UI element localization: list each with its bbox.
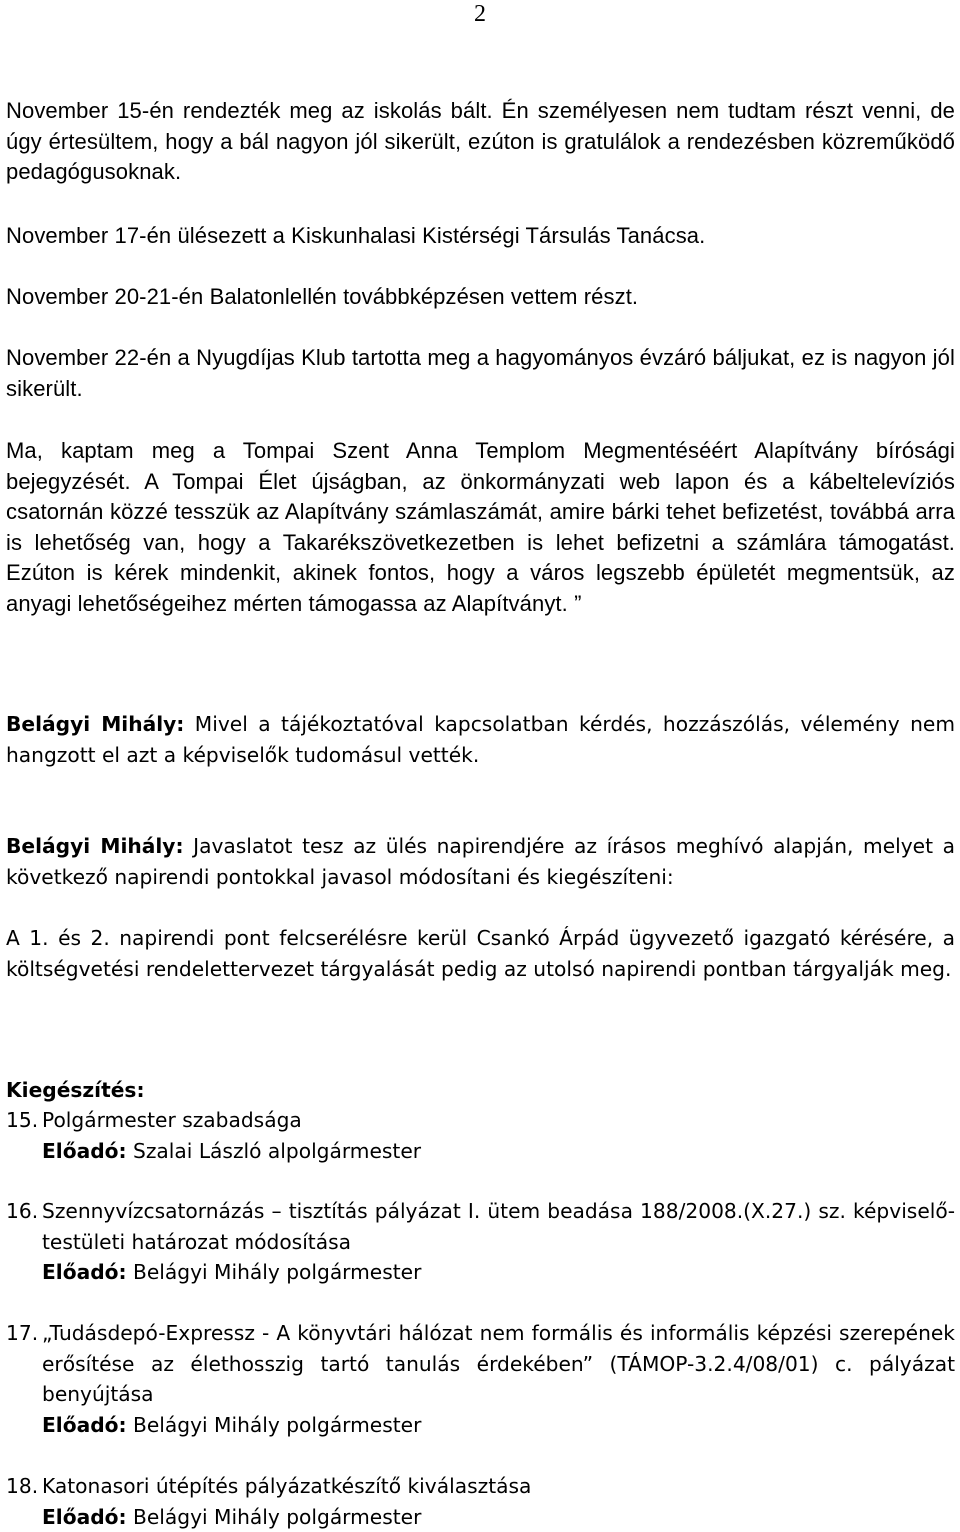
- agenda-item-title: „Tudásdepó-Expressz - A könyvtári hálózat nem formális és informális képzési szerepének erősítése az élethosszig tartó tanulás érdekében” (TÁMOP-3.2.4/08/01) c. pályázat benyújtása: [42, 1318, 955, 1410]
- agenda-item: [6, 1196, 955, 1288]
- supplement-heading: Kiegészítés:: [6, 1075, 955, 1106]
- agenda-item: [6, 1471, 955, 1532]
- speaker-statement-2: [6, 831, 955, 892]
- agenda-item: [6, 1318, 955, 1440]
- paragraph-balatonlelle: November 20-21-én Balatonlellén továbbképzésen vettem részt.: [6, 282, 955, 313]
- speaker-text: Javaslatot tesz az ülés napirendjére az írásos meghívó alapján, melyet a következő napirendi pontokkal javasol módosítani és kiegészíteni:: [6, 834, 955, 889]
- speaker-name: Belágyi Mihály:: [6, 712, 184, 736]
- speaker-name: Belágyi Mihály:: [6, 834, 184, 858]
- agenda-item-number: 18.: [6, 1471, 42, 1502]
- speaker-statement-1: [6, 709, 955, 770]
- agenda-item-title: Szennyvízcsatornázás – tisztítás pályázat I. ütem beadása 188/2008.(X.27.) sz. képviselő-testületi határozat módosítása: [42, 1196, 955, 1257]
- agenda-reorder-paragraph: A 1. és 2. napirendi pont felcserélésre kerül Csankó Árpád ügyvezető igazgató kérésére, a költségvetési rendelettervezet tárgyalását pedig az utolsó napirendi pontban tárgyalják meg.: [6, 923, 955, 984]
- paragraph-alapitvany: Ma, kaptam meg a Tompai Szent Anna Templom Megmentéséért Alapítvány bírósági bejegyzését. A Tompai Élet újságban, az önkormányzati web lapon és a kábeltelevíziós csatornán közzé tesszük az Alapítvány számlaszámát, amire bárki tehet befizetést, továbbá arra is lehetőség van, hogy a Takarékszövetkezetben is lehet befizetni a számlára támogatást. Ezúton is kérek mindenkit, akinek fontos, hogy a város legszebb épületét megmentsük, az anyagi lehetőségeihez mérten támogassa az Alapítványt. ”: [6, 436, 955, 619]
- paragraph-school-ball: November 15-én rendezték meg az iskolás bált. Én személyesen nem tudtam részt venni, de úgy értesültem, hogy a bál nagyon jól sikerült, ezúton is gratulálok a rendezésben közreműködő pedagógusoknak.: [6, 96, 955, 188]
- speaker-text: Mivel a tájékoztatóval kapcsolatban kérdés, hozzászólás, vélemény nem hangzott el azt a képviselők tudomásul vették.: [6, 712, 955, 767]
- paragraph-kistersegi-tarsulas: November 17-én ülésezett a Kiskunhalasi Kistérségi Társulás Tanácsa.: [6, 221, 955, 252]
- agenda-item-title: Polgármester szabadsága: [42, 1105, 955, 1136]
- paragraph-nyugdijas-klub: November 22-én a Nyugdíjas Klub tartotta meg a hagyományos évzáró báljukat, ez is nagyon jól sikerült.: [6, 343, 955, 404]
- agenda-item-presenter: Előadó: Belágyi Mihály polgármester: [42, 1410, 955, 1441]
- agenda-item-presenter: Előadó: Belágyi Mihály polgármester: [42, 1502, 955, 1532]
- agenda-item-presenter: Előadó: Belágyi Mihály polgármester: [42, 1257, 955, 1288]
- agenda-item-presenter: Előadó: Szalai László alpolgármester: [42, 1136, 955, 1167]
- agenda-item-number: 15.: [6, 1105, 42, 1136]
- agenda-item-number: 17.: [6, 1318, 42, 1349]
- agenda-item-number: 16.: [6, 1196, 42, 1227]
- agenda-item-title: Katonasori útépítés pályázatkészítő kiválasztása: [42, 1471, 955, 1502]
- page-number: 2: [0, 0, 960, 28]
- agenda-item: [6, 1105, 955, 1166]
